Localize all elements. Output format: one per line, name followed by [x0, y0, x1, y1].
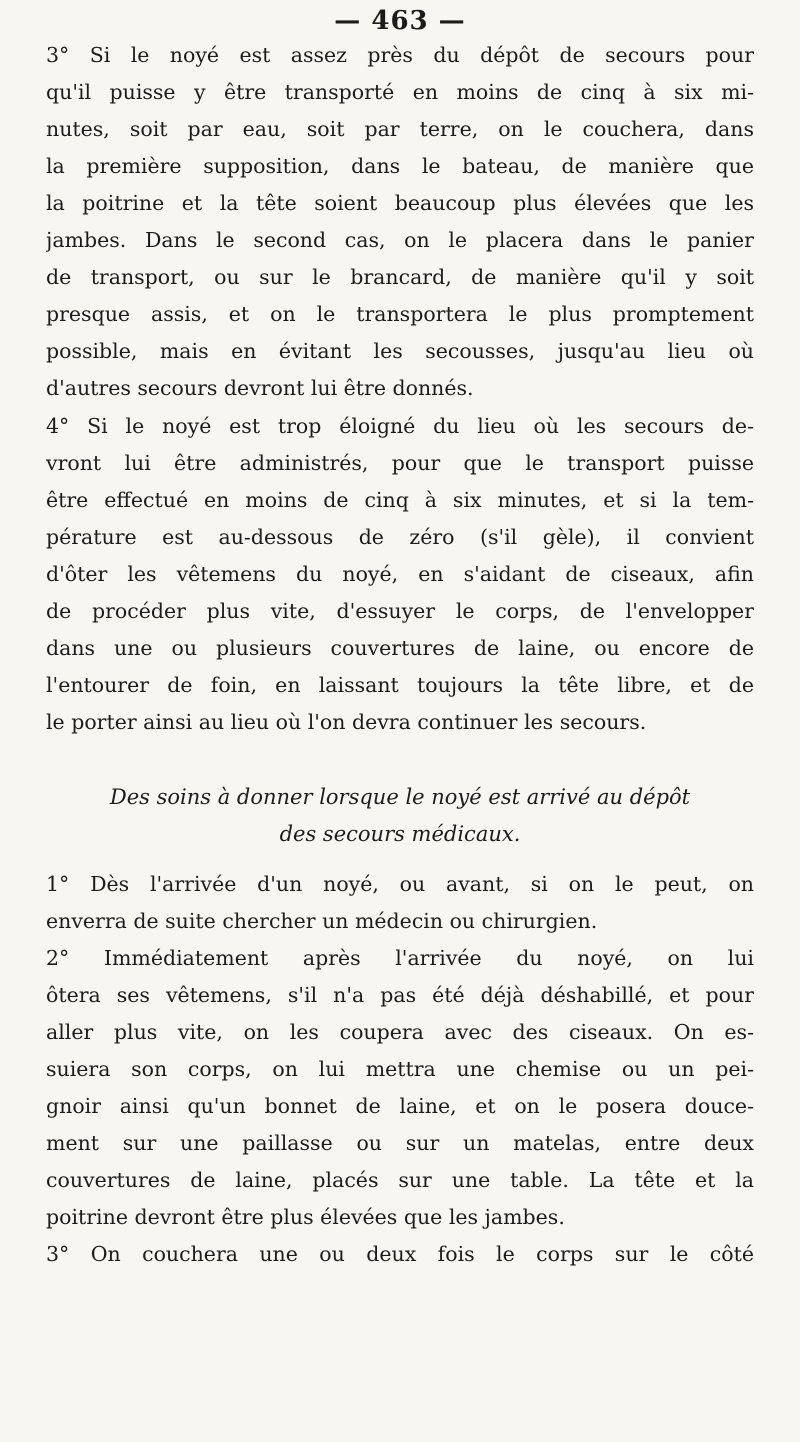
page-number: — 463 — — [334, 6, 466, 36]
text-line: vront lui être administrés, pour que le transport puisse — [46, 451, 754, 475]
item-1 — [46, 866, 754, 940]
text-line: être effectué en moins de cinq à six minutes, et si la tem- — [46, 488, 754, 512]
text-line: pérature est au-dessous de zéro (s'il gèle), il convient — [46, 525, 754, 549]
text-line: l'entourer de foin, en laissant toujours la tête libre, et de — [46, 673, 754, 697]
text-line: aller plus vite, on les coupera avec des ciseaux. On es- — [46, 1020, 754, 1044]
text-line: dans une ou plusieurs couvertures de laine, ou encore de — [46, 636, 754, 660]
text-line: le porter ainsi au lieu où l'on devra continuer les secours. — [46, 710, 647, 734]
text-line: possible, mais en évitant les secousses, jusqu'au lieu où — [46, 339, 754, 363]
text-line: enverra de suite chercher un médecin ou chirurgien. — [46, 909, 598, 933]
text-line: 2° Immédiatement après l'arrivée du noyé, on lui — [46, 946, 754, 970]
text-line: poitrine devront être plus élevées que les jambes. — [46, 1205, 565, 1229]
text-line: de procéder plus vite, d'essuyer le corps, de l'envelopper — [46, 599, 754, 623]
item-2 — [46, 940, 754, 1236]
paragraph-3 — [46, 37, 754, 407]
item-3 — [46, 1236, 754, 1273]
text-line: 4° Si le noyé est trop éloigné du lieu où les secours de- — [46, 414, 754, 438]
heading-line: Des soins à donner lorsque le noyé est arrivé au dépôt — [109, 785, 691, 809]
text-line: 3° Si le noyé est assez près du dépôt de secours pour — [46, 43, 754, 67]
text-line: nutes, soit par eau, soit par terre, on le couchera, dans — [46, 117, 754, 141]
text-line: d'ôter les vêtemens du noyé, en s'aidant de ciseaux, afin — [46, 562, 754, 586]
section-heading — [46, 779, 754, 853]
text-line: presque assis, et on le transportera le plus promptement — [46, 302, 754, 326]
text-line: la poitrine et la tête soient beaucoup plus élevées que les — [46, 191, 754, 215]
text-line: qu'il puisse y être transporté en moins de cinq à six mi- — [46, 80, 754, 104]
text-line: couvertures de laine, placés sur une table. La tête et la — [46, 1168, 754, 1192]
text-line: de transport, ou sur le brancard, de manière qu'il y soit — [46, 265, 754, 289]
text-line: ment sur une paillasse ou sur un matelas, entre deux — [46, 1131, 754, 1155]
text-line: jambes. Dans le second cas, on le placera dans le panier — [46, 228, 754, 252]
text-line: 3° On couchera une ou deux fois le corps sur le côté — [46, 1242, 754, 1266]
text-line: gnoir ainsi qu'un bonnet de laine, et on le posera douce- — [46, 1094, 754, 1118]
paragraph-4 — [46, 408, 754, 741]
text-line: 1° Dès l'arrivée d'un noyé, ou avant, si on le peut, on — [46, 872, 754, 896]
text-line: la première supposition, dans le bateau, de manière que — [46, 154, 754, 178]
text-line: suiera son corps, on lui mettra une chemise ou un pei- — [46, 1057, 754, 1081]
text-line: ôtera ses vêtemens, s'il n'a pas été déjà déshabillé, et pour — [46, 983, 754, 1007]
text-line: d'autres secours devront lui être donnés. — [46, 376, 474, 400]
heading-line: des secours médicaux. — [279, 822, 521, 846]
